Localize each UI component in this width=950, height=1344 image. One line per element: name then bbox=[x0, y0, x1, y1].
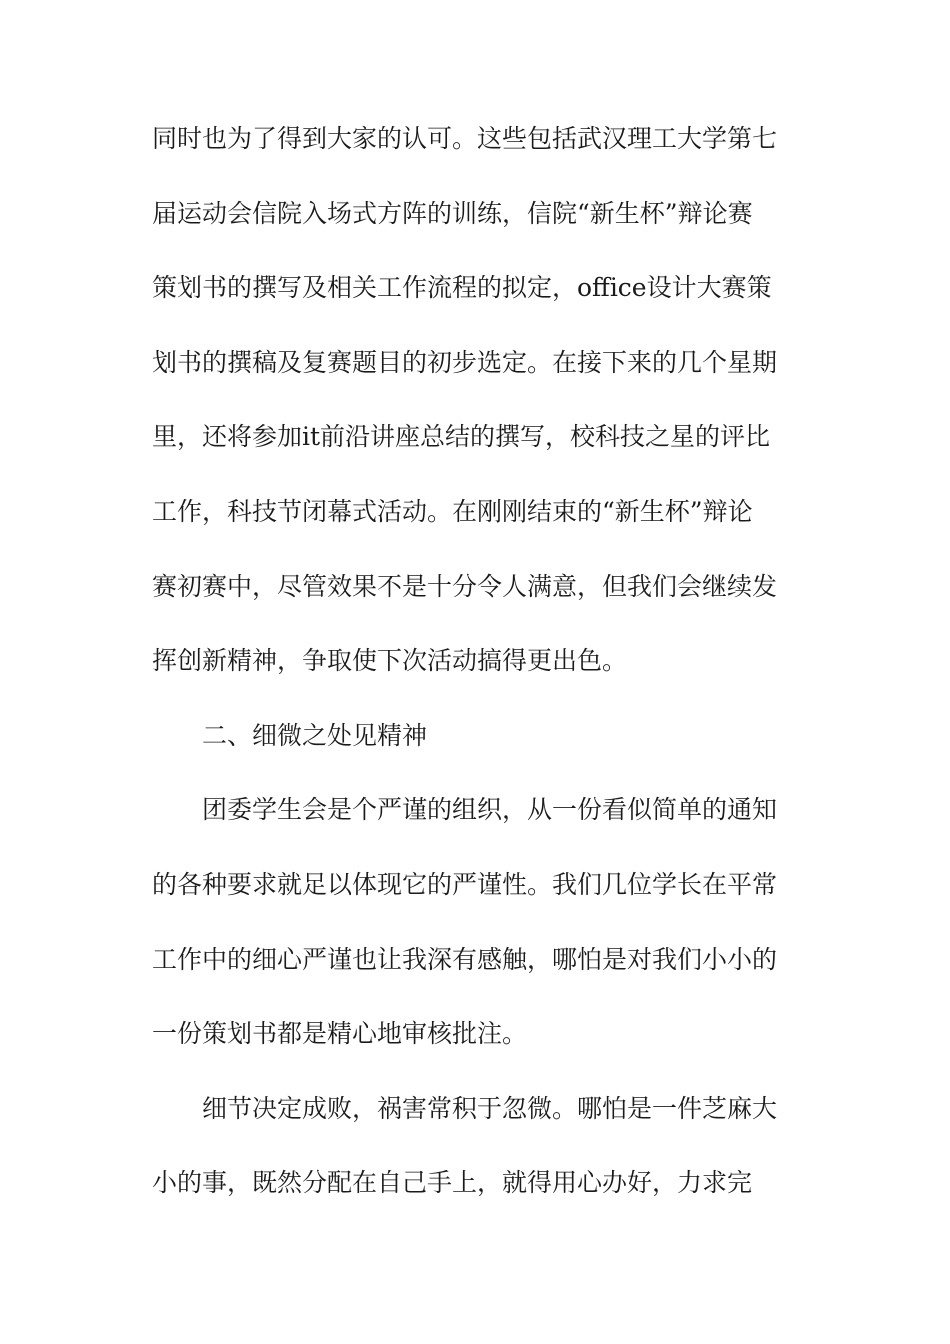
body-text bbox=[152, 102, 800, 1221]
paragraph-start: 团委学生会是个严谨的组织，从一份看似简单的通知 bbox=[202, 795, 778, 825]
text-line: 小的事，既然分配在自己手上，就得用心办好，力求完 bbox=[152, 1168, 753, 1198]
text-line: 赛初赛中，尽管效果不是十分令人满意，但我们会继续发 bbox=[152, 571, 778, 601]
text-line: 策划书的撰写及相关工作流程的拟定，office设计大赛策 bbox=[152, 273, 772, 303]
text-line: 一份策划书都是精心地审核批注。 bbox=[152, 1019, 528, 1049]
text-line: 届运动会信院入场式方阵的训练，信院“新生杯”辩论赛 bbox=[152, 198, 753, 228]
text-line: 工作，科技节闭幕式活动。在刚刚结束的“新生杯”辩论 bbox=[152, 496, 753, 526]
text-line: 挥创新精神，争取使下次活动搞得更出色。 bbox=[152, 646, 628, 676]
text-line: 的各种要求就足以体现它的严谨性。我们几位学长在平常 bbox=[152, 869, 778, 899]
text-line: 划书的撰稿及复赛题目的初步选定。在接下来的几个星期 bbox=[152, 347, 778, 377]
text-line: 工作中的细心严谨也让我深有感触，哪怕是对我们小小的 bbox=[152, 944, 778, 974]
section-heading: 二、细微之处见精神 bbox=[202, 720, 428, 750]
paragraph-start: 细节决定成败，祸害常积于忽微。哪怕是一件芝麻大 bbox=[202, 1093, 778, 1123]
text-line: 里，还将参加it前沿讲座总结的撰写，校科技之星的评比 bbox=[152, 422, 771, 452]
text-line: 同时也为了得到大家的认可。这些包括武汉理工大学第七 bbox=[152, 124, 778, 153]
